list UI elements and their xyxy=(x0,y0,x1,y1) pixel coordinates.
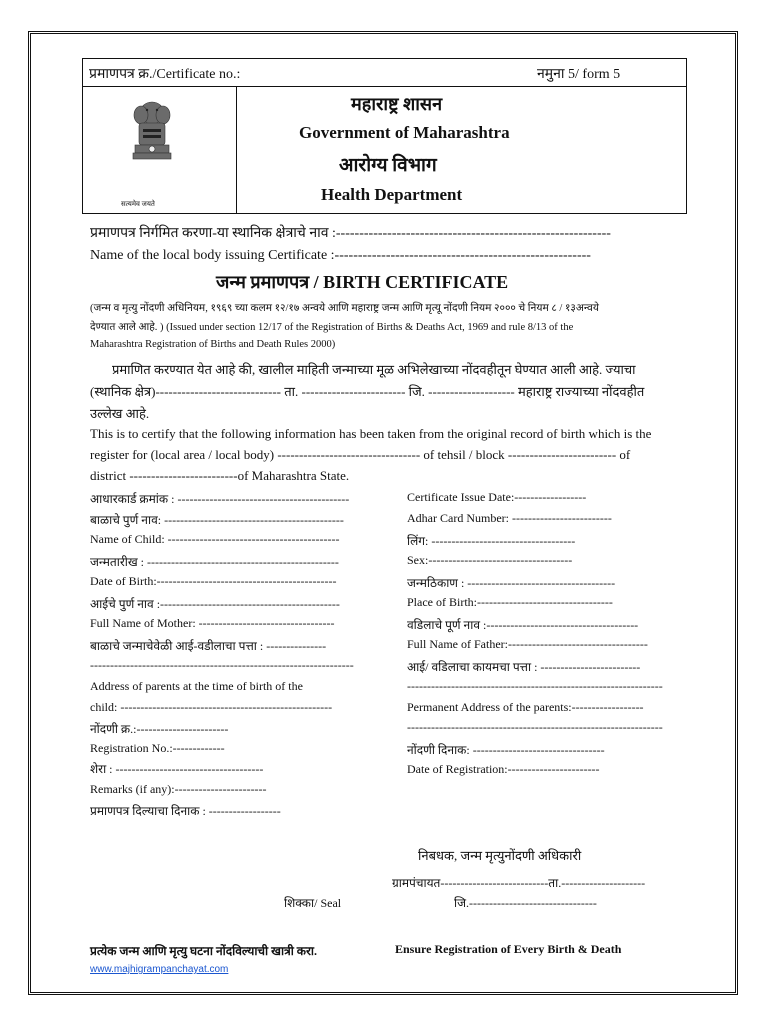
field-remarks: Remarks (if any):----------------------- xyxy=(90,782,267,796)
field-mother-name-marathi: आईचे पुर्ण नाव :--------------------------------------------- xyxy=(90,597,340,611)
website-link[interactable]: www.majhigrampanchayat.com xyxy=(90,964,229,975)
ashoka-emblem-icon xyxy=(129,95,175,175)
field-mother-name: Full Name of Mother: ---------------------------------- xyxy=(90,616,335,630)
field-parents-address-label: Address of parents at the time of birth of the xyxy=(90,679,303,693)
field-parents-address-marathi: बाळाचे जन्माचेवेळी आई-वडीलाचा पत्ता : --------------- xyxy=(90,639,327,653)
field-registration-date-marathi: नोंदणी दिनाक: --------------------------------- xyxy=(407,743,605,757)
field-registration-no: Registration No.:------------- xyxy=(90,741,225,755)
dept-marathi-title: आरोग्य विभाग xyxy=(339,155,437,176)
field-sex-marathi: लिंग: ------------------------------------ xyxy=(407,534,576,548)
footer-english-note: Ensure Registration of Every Birth & Death xyxy=(395,942,622,956)
certify-english-line2: register for (local area / local body) --------------------------------- of tehsil / block ------------------------- of xyxy=(90,447,631,462)
field-father-name-marathi: वडिलाचे पूर्ण नाव :-------------------------------------- xyxy=(407,618,639,632)
field-dob-marathi: जन्मतारीख : ------------------------------------------------ xyxy=(90,555,339,569)
field-permanent-address: Permanent Address of the parents:------------------ xyxy=(407,700,644,714)
form-no-label: नमुना 5/ form 5 xyxy=(537,67,621,82)
field-father-name: Full Name of Father:----------------------------------- xyxy=(407,637,648,651)
field-permanent-address-line1: ---------------------------------------------------------------- xyxy=(407,679,663,693)
field-issue-date-marathi: प्रमाणपत्र दिल्याचा दिनाक : ------------------ xyxy=(90,804,281,818)
field-place-of-birth-marathi: जन्मठिकाण : ------------------------------------- xyxy=(407,576,616,590)
footer-marathi-note: प्रत्येक जन्म आणि मृत्यु घटना नोंदविल्याची खात्री करा. xyxy=(90,944,318,958)
certify-english-line1: This is to certify that the following information has been taken from the original record of birth which is the xyxy=(90,426,652,441)
seal-label: शिक्का/ Seal xyxy=(284,896,342,910)
field-child-name: Name of Child: ------------------------------------------- xyxy=(90,532,340,546)
district-field: जि.-------------------------------- xyxy=(454,896,597,910)
field-adhar-card-number: Adhar Card Number: ------------------------- xyxy=(407,511,612,525)
emblem-motto: सत्यमेव जयते xyxy=(121,200,155,208)
local-body-english: Name of the local body issuing Certificate :------------------------------------------------------- xyxy=(90,248,591,263)
certify-marathi-line2: (स्थानिक क्षेत्र)----------------------------- ता. ------------------------ जि. -------------------- महाराष्ट्र राज्याच्या नोंदवहीत xyxy=(90,384,645,399)
act-note-line1: (जन्म व मृत्यु नोंदणी अधिनियम, १९६९ च्या कलम १२/१७ अन्वये आणि महाराष्ट्र जन्म आणि मृत्यू नोंदणी नियम २००० चे नियम ८ / १३अन्वये xyxy=(90,303,599,314)
gov-marathi-title: महाराष्ट्र शासन xyxy=(351,94,443,114)
field-registration-date: Date of Registration:----------------------- xyxy=(407,762,600,776)
field-parents-address-line: ------------------------------------------------------------------ xyxy=(90,658,354,672)
field-parents-address-child: child: ----------------------------------------------------- xyxy=(90,700,333,714)
dept-english-title: Health Department xyxy=(321,185,463,204)
header-table xyxy=(82,58,687,214)
field-aadhar-no-marathi: आधारकार्ड क्रमांक : ------------------------------------------- xyxy=(90,492,350,506)
field-child-name-marathi: बाळाचे पुर्ण नाव: --------------------------------------------- xyxy=(90,513,344,527)
grampanchayat-field: ग्रामपंचायत---------------------------ता.--------------------- xyxy=(392,876,646,890)
field-certificate-issue-date: Certificate Issue Date:------------------ xyxy=(407,490,587,504)
field-dob: Date of Birth:--------------------------------------------- xyxy=(90,574,337,588)
certify-marathi-line3: उल्लेख आहे. xyxy=(90,406,150,421)
field-permanent-address-marathi: आई/ वडिलाचा कायमचा पत्ता : ------------------------- xyxy=(407,660,641,674)
gov-english-title: Government of Maharashtra xyxy=(299,123,510,142)
certify-marathi-line1: प्रमाणित करण्यात येत आहे की, खालील माहिती जन्माच्या मूळ अभिलेखाच्या नोंदवहीतून घेण्यात आली आहे. ज्याचा xyxy=(112,362,636,377)
field-registration-no-marathi: नोंदणी क्र.:----------------------- xyxy=(90,722,229,736)
emblem-cell xyxy=(83,87,237,213)
field-permanent-address-line2: ---------------------------------------------------------------- xyxy=(407,720,663,734)
field-sex: Sex:------------------------------------ xyxy=(407,553,573,567)
certify-english-line3: district -------------------------of Maharashtra State. xyxy=(90,468,350,483)
field-place-of-birth: Place of Birth:---------------------------------- xyxy=(407,595,613,609)
act-note-line2: देण्यात आले आहे. ) (Issued under section 12/17 of the Registration of Births & Deaths Act, 1969 and rule 8/13 of the xyxy=(90,322,574,333)
registrar-signature: निबधक, जन्म मृत्युनोंदणी अधिकारी xyxy=(418,848,582,863)
local-body-marathi: प्रमाणपत्र निर्गमित करणा-या स्थानिक क्षेत्राचे नाव :----------------------------------------------------------- xyxy=(90,226,611,241)
certificate-no-label: प्रमाणपत्र क्र./Certificate no.: xyxy=(89,67,241,82)
certificate-title: जन्म प्रमाणपत्र / BIRTH CERTIFICATE xyxy=(216,272,509,292)
act-note-line3: Maharashtra Registration of Births and Death Rules 2000) xyxy=(90,339,336,350)
header-top-row xyxy=(83,59,686,87)
field-remarks-marathi: शेरा : ------------------------------------- xyxy=(90,762,264,776)
